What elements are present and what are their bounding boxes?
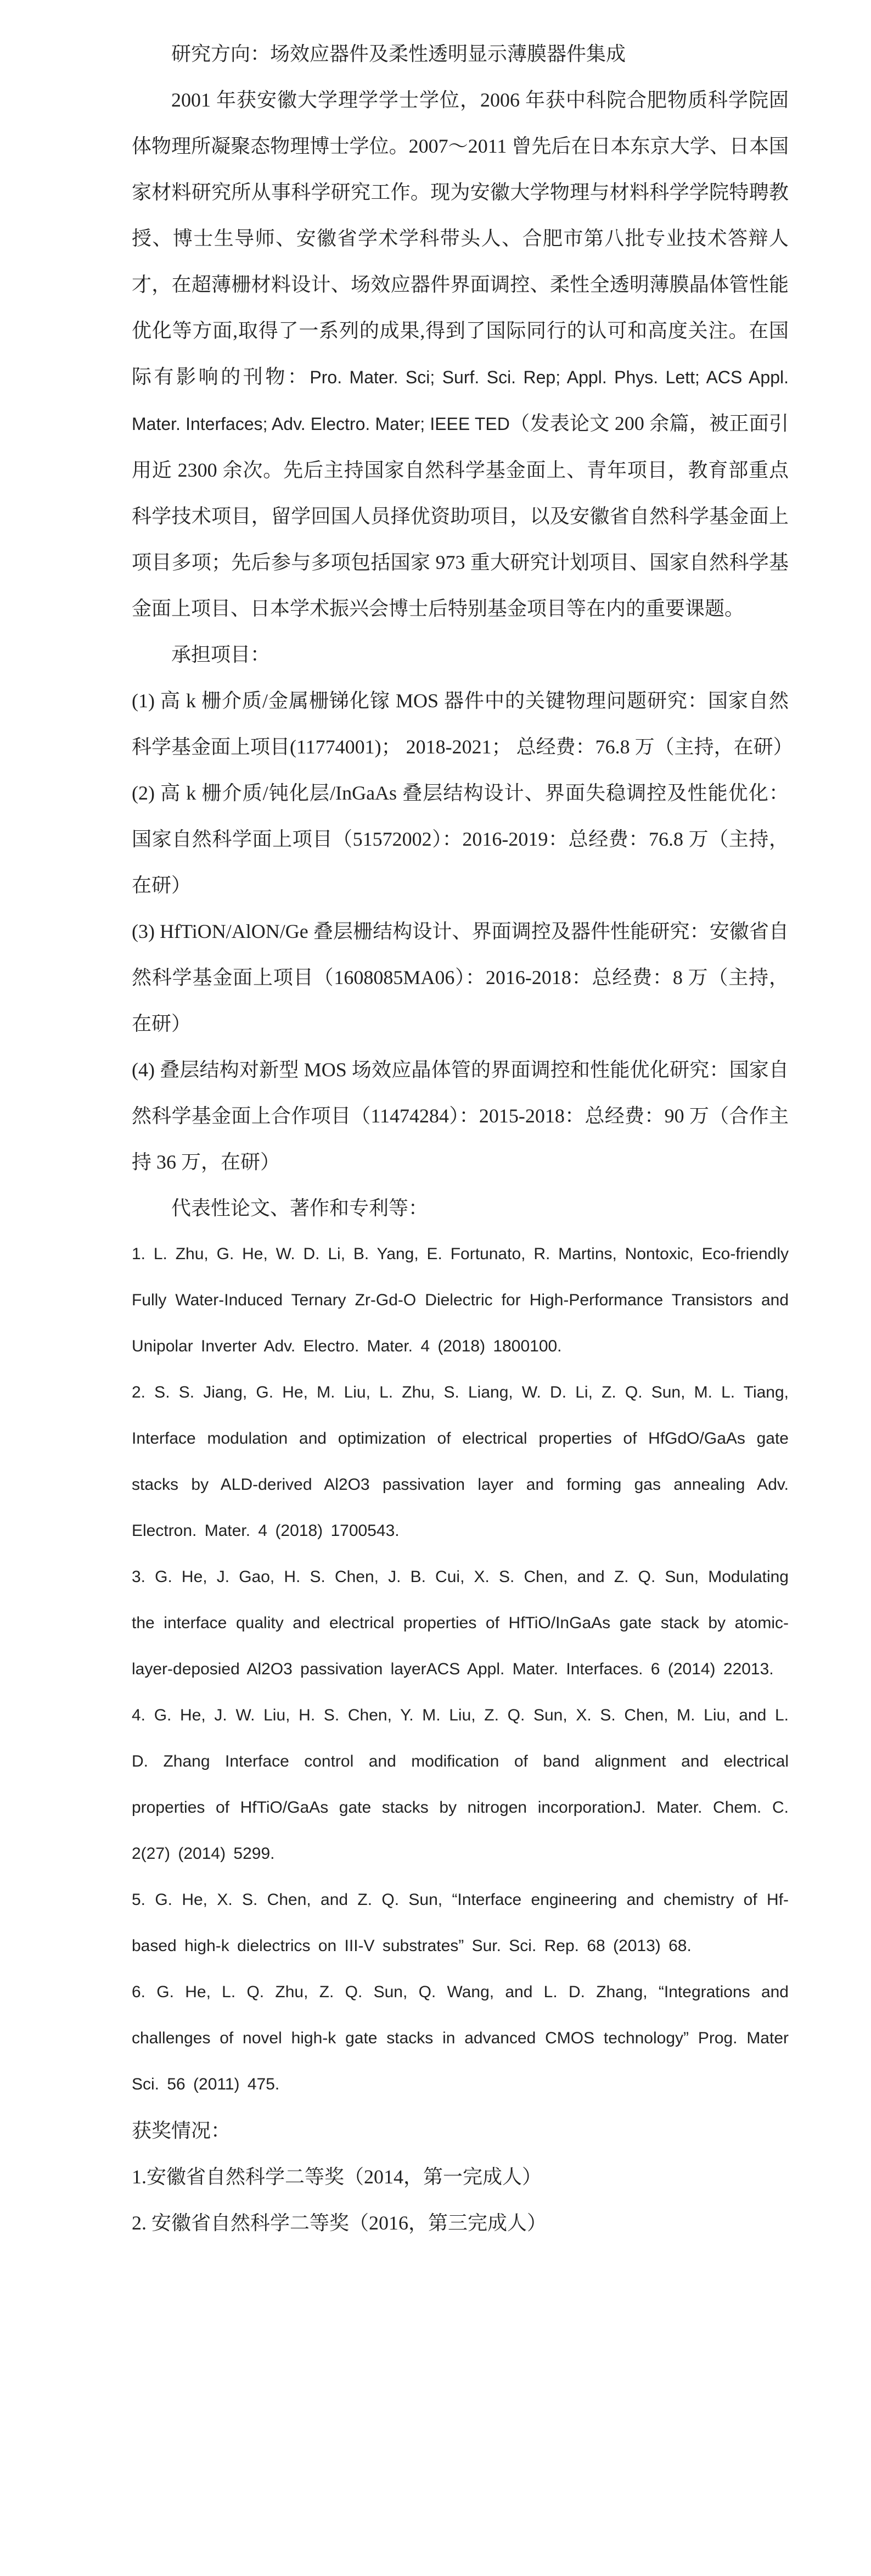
bio-intro: 2001 年获安徽大学理学学士学位，2006 年获中科院合肥物质科学院固体物理所凝聚态物理博士学位。2007～2011 曾先后在日本东京大学、日本国家材料研究所从事科学研究工作。现为安徽大学物理与材料科学学院特聘教授、博士生导师、安徽省学术学科带头人、合肥市第八批专业技术答辩人才，在超薄栅材料设计、场效应器件界面调控、柔性全透明薄膜晶体管性能优化等方面,取得了一系列的成果,得到了国际同行的认可和高度关注。在国际有影响的刊物：: [132, 89, 789, 388]
award-item: 2. 安徽省自然科学二等奖（2016，第三完成人）: [132, 2212, 547, 2234]
bio-outro: （发表论文 200 余篇，被正面引用近 2300 余次。先后主持国家自然科学基金面上、青年项目，教育部重点科学技术项目，留学回国人员择优资助项目，以及安徽省自然科学基金面上项目多项；先后参与多项包括国家 973 重大研究计划项目、国家自然科学基金面上项目、日本学术振兴会博士后特别基金项目等在内的重要课题。: [132, 412, 789, 619]
publication-item: 3. G. He, J. Gao, H. S. Chen, J. B. Cui, X. S. Chen, and Z. Q. Sun, Modulating the interface quality and electrical properties of HfTiO/InGaAs gate stack by atomic-layer-deposied Al2O3 passivation layerACS Appl. Mater. Interfaces. 6 (2014) 22013.: [132, 1568, 789, 1678]
awards-heading: 获奖情况：: [132, 2120, 231, 2142]
publication-item: 6. G. He, L. Q. Zhu, Z. Q. Sun, Q. Wang, and L. D. Zhang, “Integrations and challenges of novel high-k gate stacks in advanced CMOS technology” Prog. Mater Sci. 56 (2011) 475.: [132, 1983, 789, 2093]
research-direction: 研究方向：场效应器件及柔性透明显示薄膜器件集成: [171, 43, 626, 65]
awards-list: [132, 2154, 789, 2246]
project-item: (2) 高 k 栅介质/钝化层/InGaAs 叠层结构设计、界面失稳调控及性能优化：国家自然科学面上项目（51572002）：2016-2019：总经费：76.8 万（主持，在研）: [132, 782, 789, 896]
publication-item: 1. L. Zhu, G. He, W. D. Li, B. Yang, E. Fortunato, R. Martins, Nontoxic, Eco-friendly Fully Water-Induced Ternary Zr-Gd-O Dielectric for High-Performance Transistors and Unipolar Inverter Adv. Electro. Mater. 4 (2018) 1800100.: [132, 1245, 789, 1355]
project-item: (1) 高 k 栅介质/金属栅锑化镓 MOS 器件中的关键物理问题研究：国家自然科学基金面上项目(11774001)； 2018-2021； 总经费：76.8 万（主持，在研）: [132, 690, 793, 758]
publication-item: 2. S. S. Jiang, G. He, M. Liu, L. Zhu, S. Liang, W. D. Li, Z. Q. Sun, M. L. Tiang, Interface modulation and optimization of electrical properties of HfGdO/GaAs gate stacks by ALD-derived Al2O3 passivation layer and forming gas annealing Adv. Electron. Mater. 4 (2018) 1700543.: [132, 1383, 789, 1540]
publication-item: 4. G. He, J. W. Liu, H. S. Chen, Y. M. Liu, Z. Q. Sun, X. S. Chen, M. Liu, and L. D. Zhang Interface control and modification of band alignment and electrical properties of HfTiO/GaAs gate stacks by nitrogen incorporationJ. Mater. Chem. C. 2(27) (2014) 5299.: [132, 1706, 789, 1863]
bio-paragraph: [132, 77, 789, 632]
project-item: (4) 叠层结构对新型 MOS 场效应晶体管的界面调控和性能优化研究：国家自然科学基金面上合作项目（11474284）：2015-2018：总经费：90 万（合作主持 36 万，在研）: [132, 1059, 789, 1173]
project-item: (3) HfTiON/AlON/Ge 叠层栅结构设计、界面调控及器件性能研究：安徽省自然科学基金面上项目（1608085MA06）：2016-2018：总经费：8 万（主持，在研）: [132, 920, 789, 1035]
award-item: 1.安徽省自然科学二等奖（2014，第一完成人）: [132, 2166, 542, 2188]
projects-heading: 承担项目：: [171, 644, 271, 666]
publications-list: [132, 1231, 789, 2108]
bio-journals: Pro. Mater. Sci; Surf. Sci. Rep; Appl. Phys. Lett; ACS Appl. Mater. Interfaces; Adv. Electro. Mater; IEEE TED: [132, 367, 789, 434]
projects-list: [132, 678, 793, 1185]
publications-heading: 代表性论文、著作和专利等：: [171, 1197, 429, 1219]
publication-item: 5. G. He, X. S. Chen, and Z. Q. Sun, “Interface engineering and chemistry of Hf-based high-k dielectrics on III-V substrates” Sur. Sci. Rep. 68 (2013) 68.: [132, 1891, 789, 1955]
